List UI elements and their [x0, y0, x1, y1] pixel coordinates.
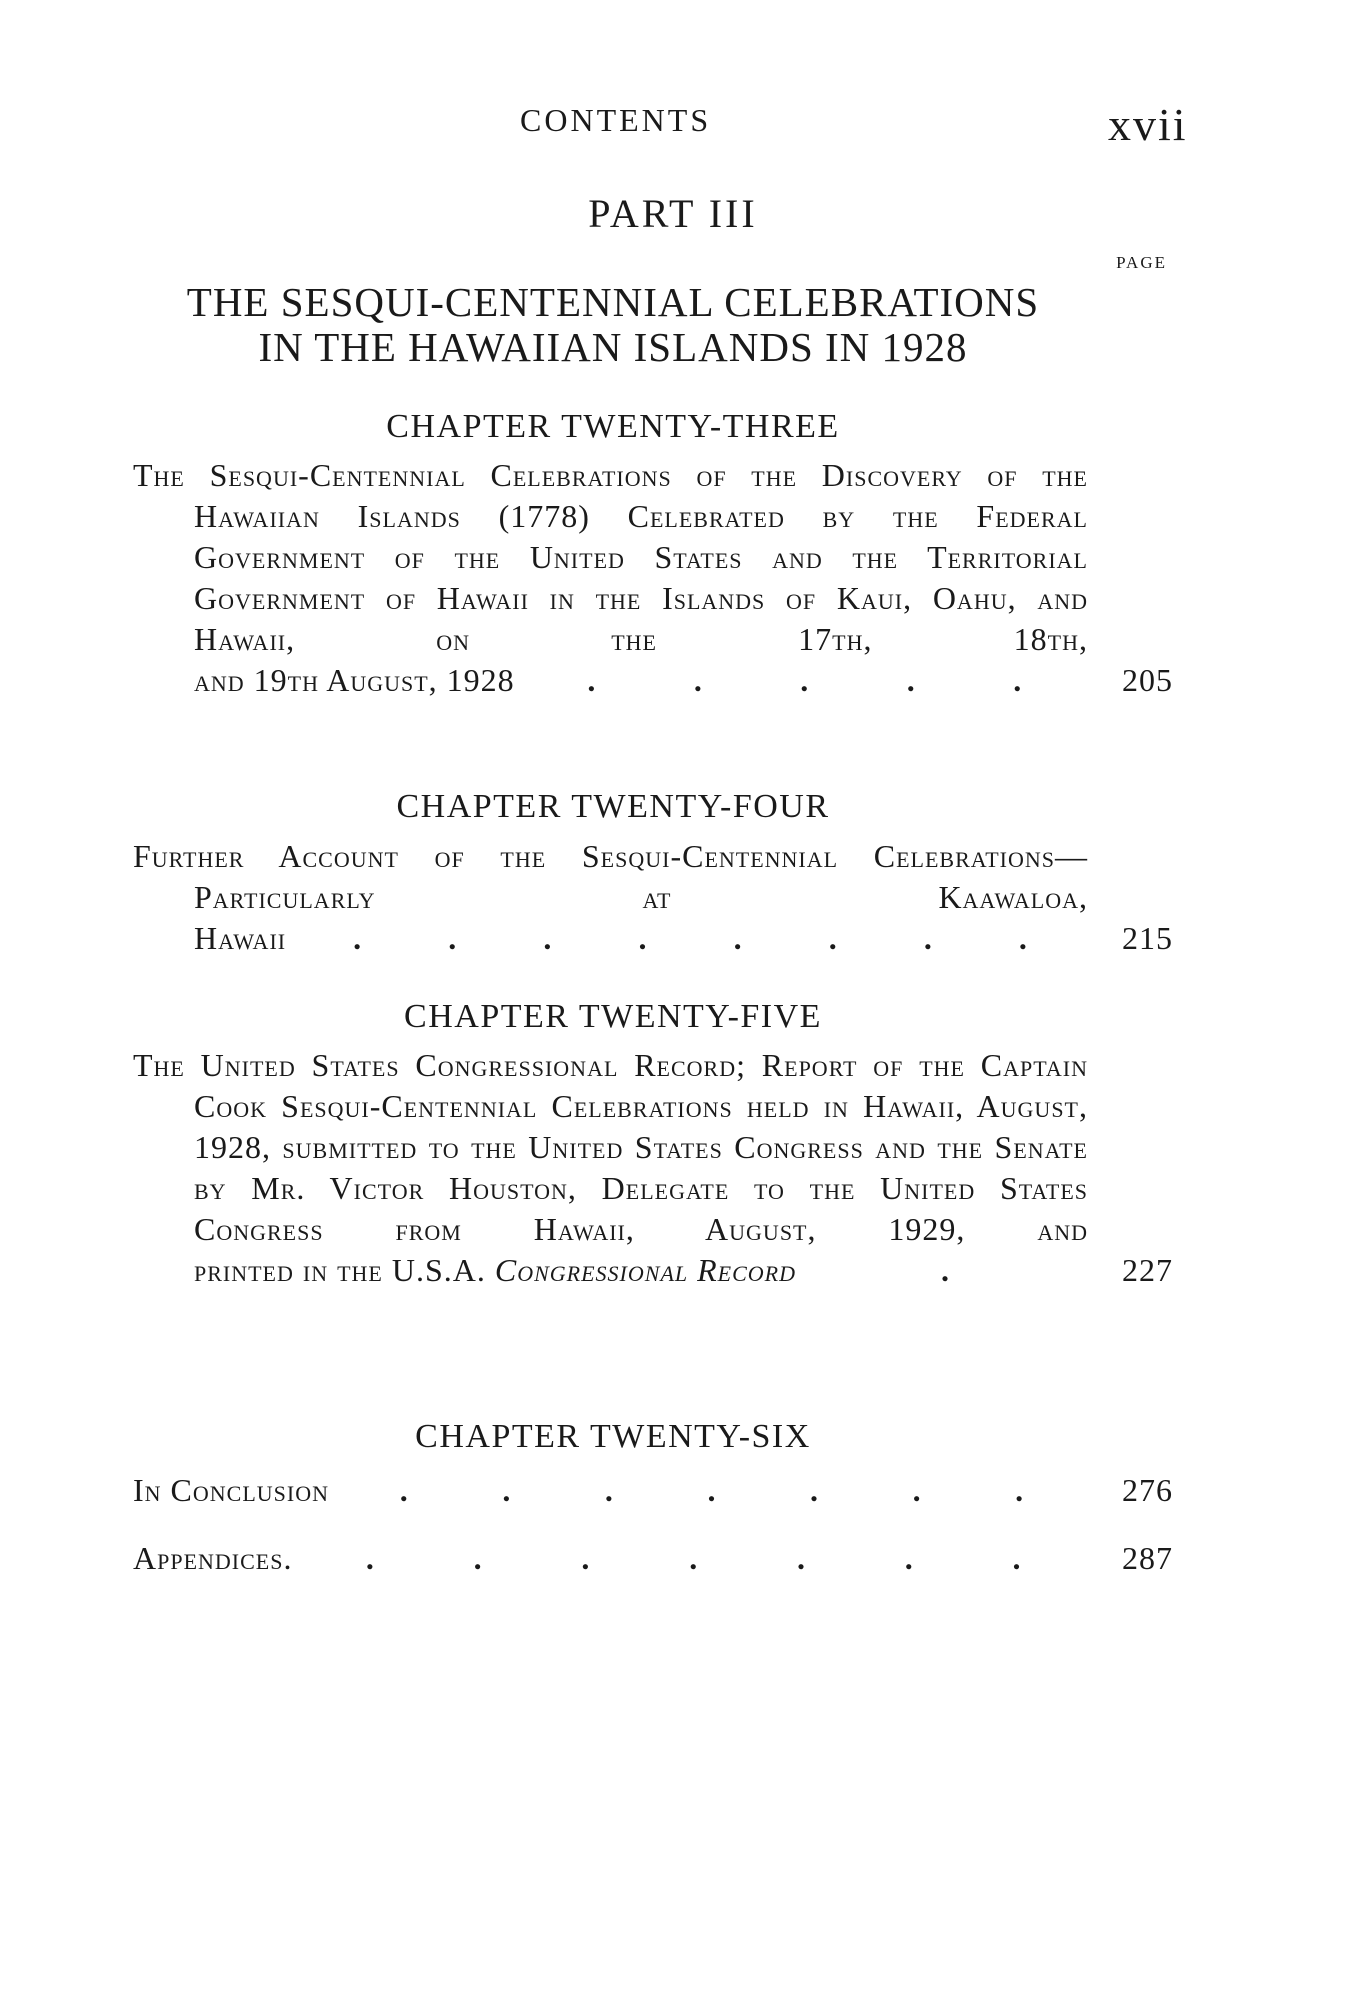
toc-entry-last-line [133, 918, 1173, 959]
part-title-line-1: THE SESQUI-CENTENNIAL CELEBRATIONS [186, 279, 1040, 325]
page-folio: xvii [1108, 99, 1188, 150]
dot-leader: . . . . . [587, 662, 1023, 698]
toc-entry-last-line [133, 660, 1173, 701]
toc-entry-tail-prefix: printed in the U.S.A. [194, 1252, 486, 1288]
toc-entry-chapter-25[interactable] [133, 1045, 1173, 1291]
dot-leader: . [941, 1252, 950, 1288]
toc-entry-appendices[interactable] [133, 1538, 1173, 1579]
toc-entry-text: The Sesqui-Centennial Celebrations of the Discovery of the Hawaiian Islands (1778) Celebrated by the Federal Government of the United States and the Territorial Government of Hawaii in the Islands of Kaui, Oahu, and Hawaii, on the 17th, 18th, [133, 457, 1088, 657]
part-title [133, 280, 1093, 370]
toc-entry-title: Appendices. [133, 1540, 293, 1576]
part-title-line-2: IN THE HAWAIIAN ISLANDS IN 1928 [258, 324, 968, 370]
page-number: 215 [1122, 920, 1173, 956]
toc-entry-last-line [133, 1250, 1173, 1291]
page-number: 287 [1122, 1540, 1173, 1576]
toc-entry-tail-italic: Congressional Record [494, 1252, 796, 1288]
chapter-heading: CHAPTER TWENTY-SIX [415, 1418, 811, 1455]
dot-leader: . . . . . . . . [353, 920, 1028, 956]
toc-entry-tail: and 19th August, 1928 [194, 662, 515, 698]
toc-entry-line [133, 1470, 1173, 1511]
toc-entry-text: Further Account of the Sesqui-Centennial Celebrations—Particularly at Kaawaloa, [133, 838, 1088, 915]
page-number: 276 [1122, 1472, 1173, 1508]
running-title: CONTENTS [520, 102, 712, 138]
part-heading: PART III [588, 191, 758, 236]
toc-entry-chapter-26[interactable] [133, 1470, 1173, 1511]
page-number: 205 [1122, 662, 1173, 698]
page-number: 227 [1122, 1252, 1173, 1288]
toc-entry-chapter-23[interactable] [133, 455, 1173, 701]
toc-entry-tail: Hawaii [194, 920, 287, 956]
toc-entry-text: The United States Congressional Record; Report of the Captain Cook Sesqui-Centennial Celebrations held in Hawaii, August, 1928, submitted to the United States Congress and the Senate by Mr. Victor Houston, Delegate to the United States Congress from Hawaii, August, 1929, and [133, 1047, 1088, 1247]
toc-entry-line [133, 1538, 1173, 1579]
toc-entry-tail [194, 1250, 796, 1291]
chapter-heading: CHAPTER TWENTY-THREE [386, 408, 840, 445]
toc-entry-chapter-24[interactable] [133, 836, 1173, 959]
chapter-heading: CHAPTER TWENTY-FIVE [404, 998, 822, 1035]
dot-leader: . . . . . . . [365, 1540, 1022, 1576]
running-head [0, 99, 1346, 152]
page-column-label: PAGE [1116, 253, 1167, 272]
chapter-heading: CHAPTER TWENTY-FOUR [396, 788, 830, 825]
toc-entry-title: In Conclusion [133, 1472, 329, 1508]
dot-leader: . . . . . . . [399, 1472, 1025, 1508]
